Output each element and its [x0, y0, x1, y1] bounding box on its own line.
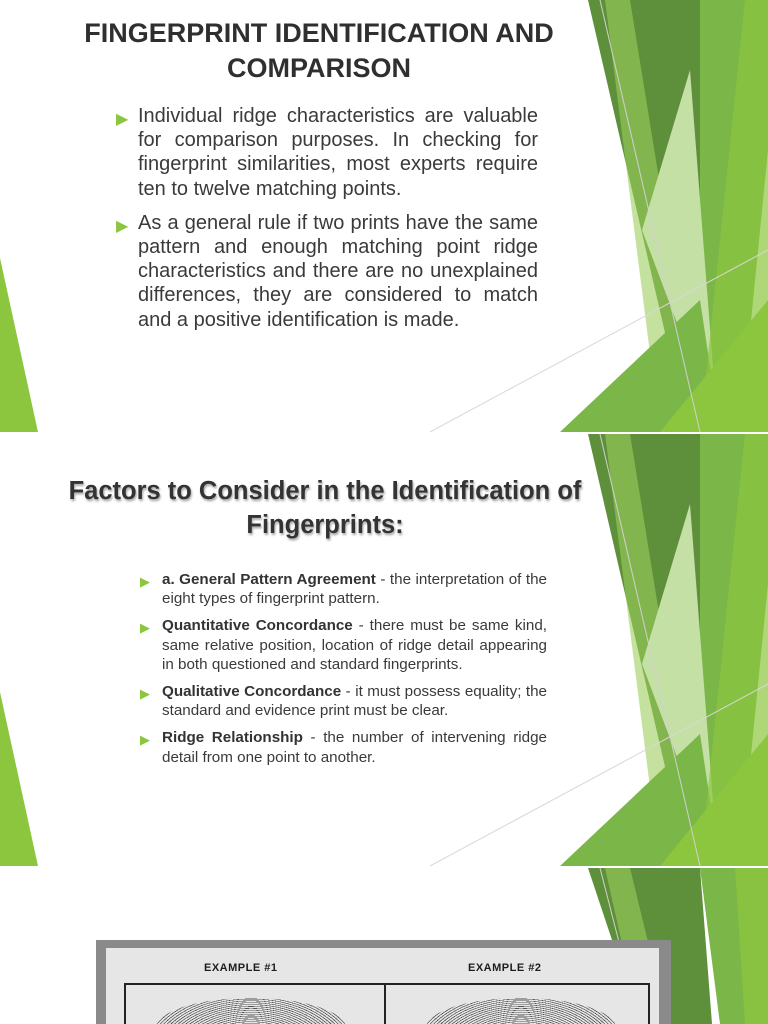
list-item: [116, 211, 538, 332]
factor-term: Quantitative Concordance: [162, 617, 353, 635]
triangle-bullet-icon: ▶: [140, 732, 150, 748]
slide-1-title: FINGERPRINT IDENTIFICATION AND COMPARISON: [84, 18, 554, 83]
triangle-bullet-icon: ▶: [140, 620, 150, 636]
list-item: [140, 570, 547, 608]
factor-description: - the number of intervening ridge detail from one point to another.: [162, 729, 547, 766]
triangle-bullet-icon: ▶: [140, 574, 150, 589]
slide-3: [0, 868, 768, 1024]
factor-term: a. General Pattern Agreement: [162, 571, 376, 588]
factor-term: Qualitative Concordance: [162, 683, 342, 701]
bullet-text: Individual ridge characteristics are valuable for comparison purposes. In checking for fingerprint similarities, most experts require ten to twelve matching points.: [138, 105, 538, 200]
slide-1: [0, 0, 768, 432]
bullet-text: As a general rule if two prints have the same pattern and enough matching point ridge characteristics and there are no unexplained differences, they are considered to match and a positive identification is made.: [138, 211, 538, 331]
factor-term: Ridge Relationship: [162, 729, 303, 747]
slide-2: [0, 434, 768, 866]
slide-2-title: Factors to Consider in the Identification of Fingerprints:: [68, 477, 582, 539]
example-2-label: EXAMPLE #2: [468, 962, 542, 974]
example-1-label: EXAMPLE #1: [204, 962, 278, 974]
list-item: [116, 104, 538, 201]
factor-description: - the interpretation of the eight types of fingerprint pattern.: [162, 571, 547, 608]
slide-1-bullets: [116, 104, 538, 342]
triangle-bullet-icon: ▶: [116, 217, 129, 235]
slide-2-bullets: [140, 570, 547, 775]
triangle-bullet-icon: ▶: [140, 686, 150, 702]
list-item: [140, 616, 547, 674]
fingerprint-example-image: [96, 940, 671, 1024]
triangle-bullet-icon: ▶: [116, 111, 129, 128]
factor-description: - there must be same kind, same relative position, location of ridge detail appearing in both questioned and standard fingerprints.: [162, 617, 547, 673]
factor-description: - it must possess equality; the standard and evidence print must be clear.: [162, 683, 548, 720]
list-item: [140, 682, 547, 720]
list-item: [140, 728, 547, 766]
